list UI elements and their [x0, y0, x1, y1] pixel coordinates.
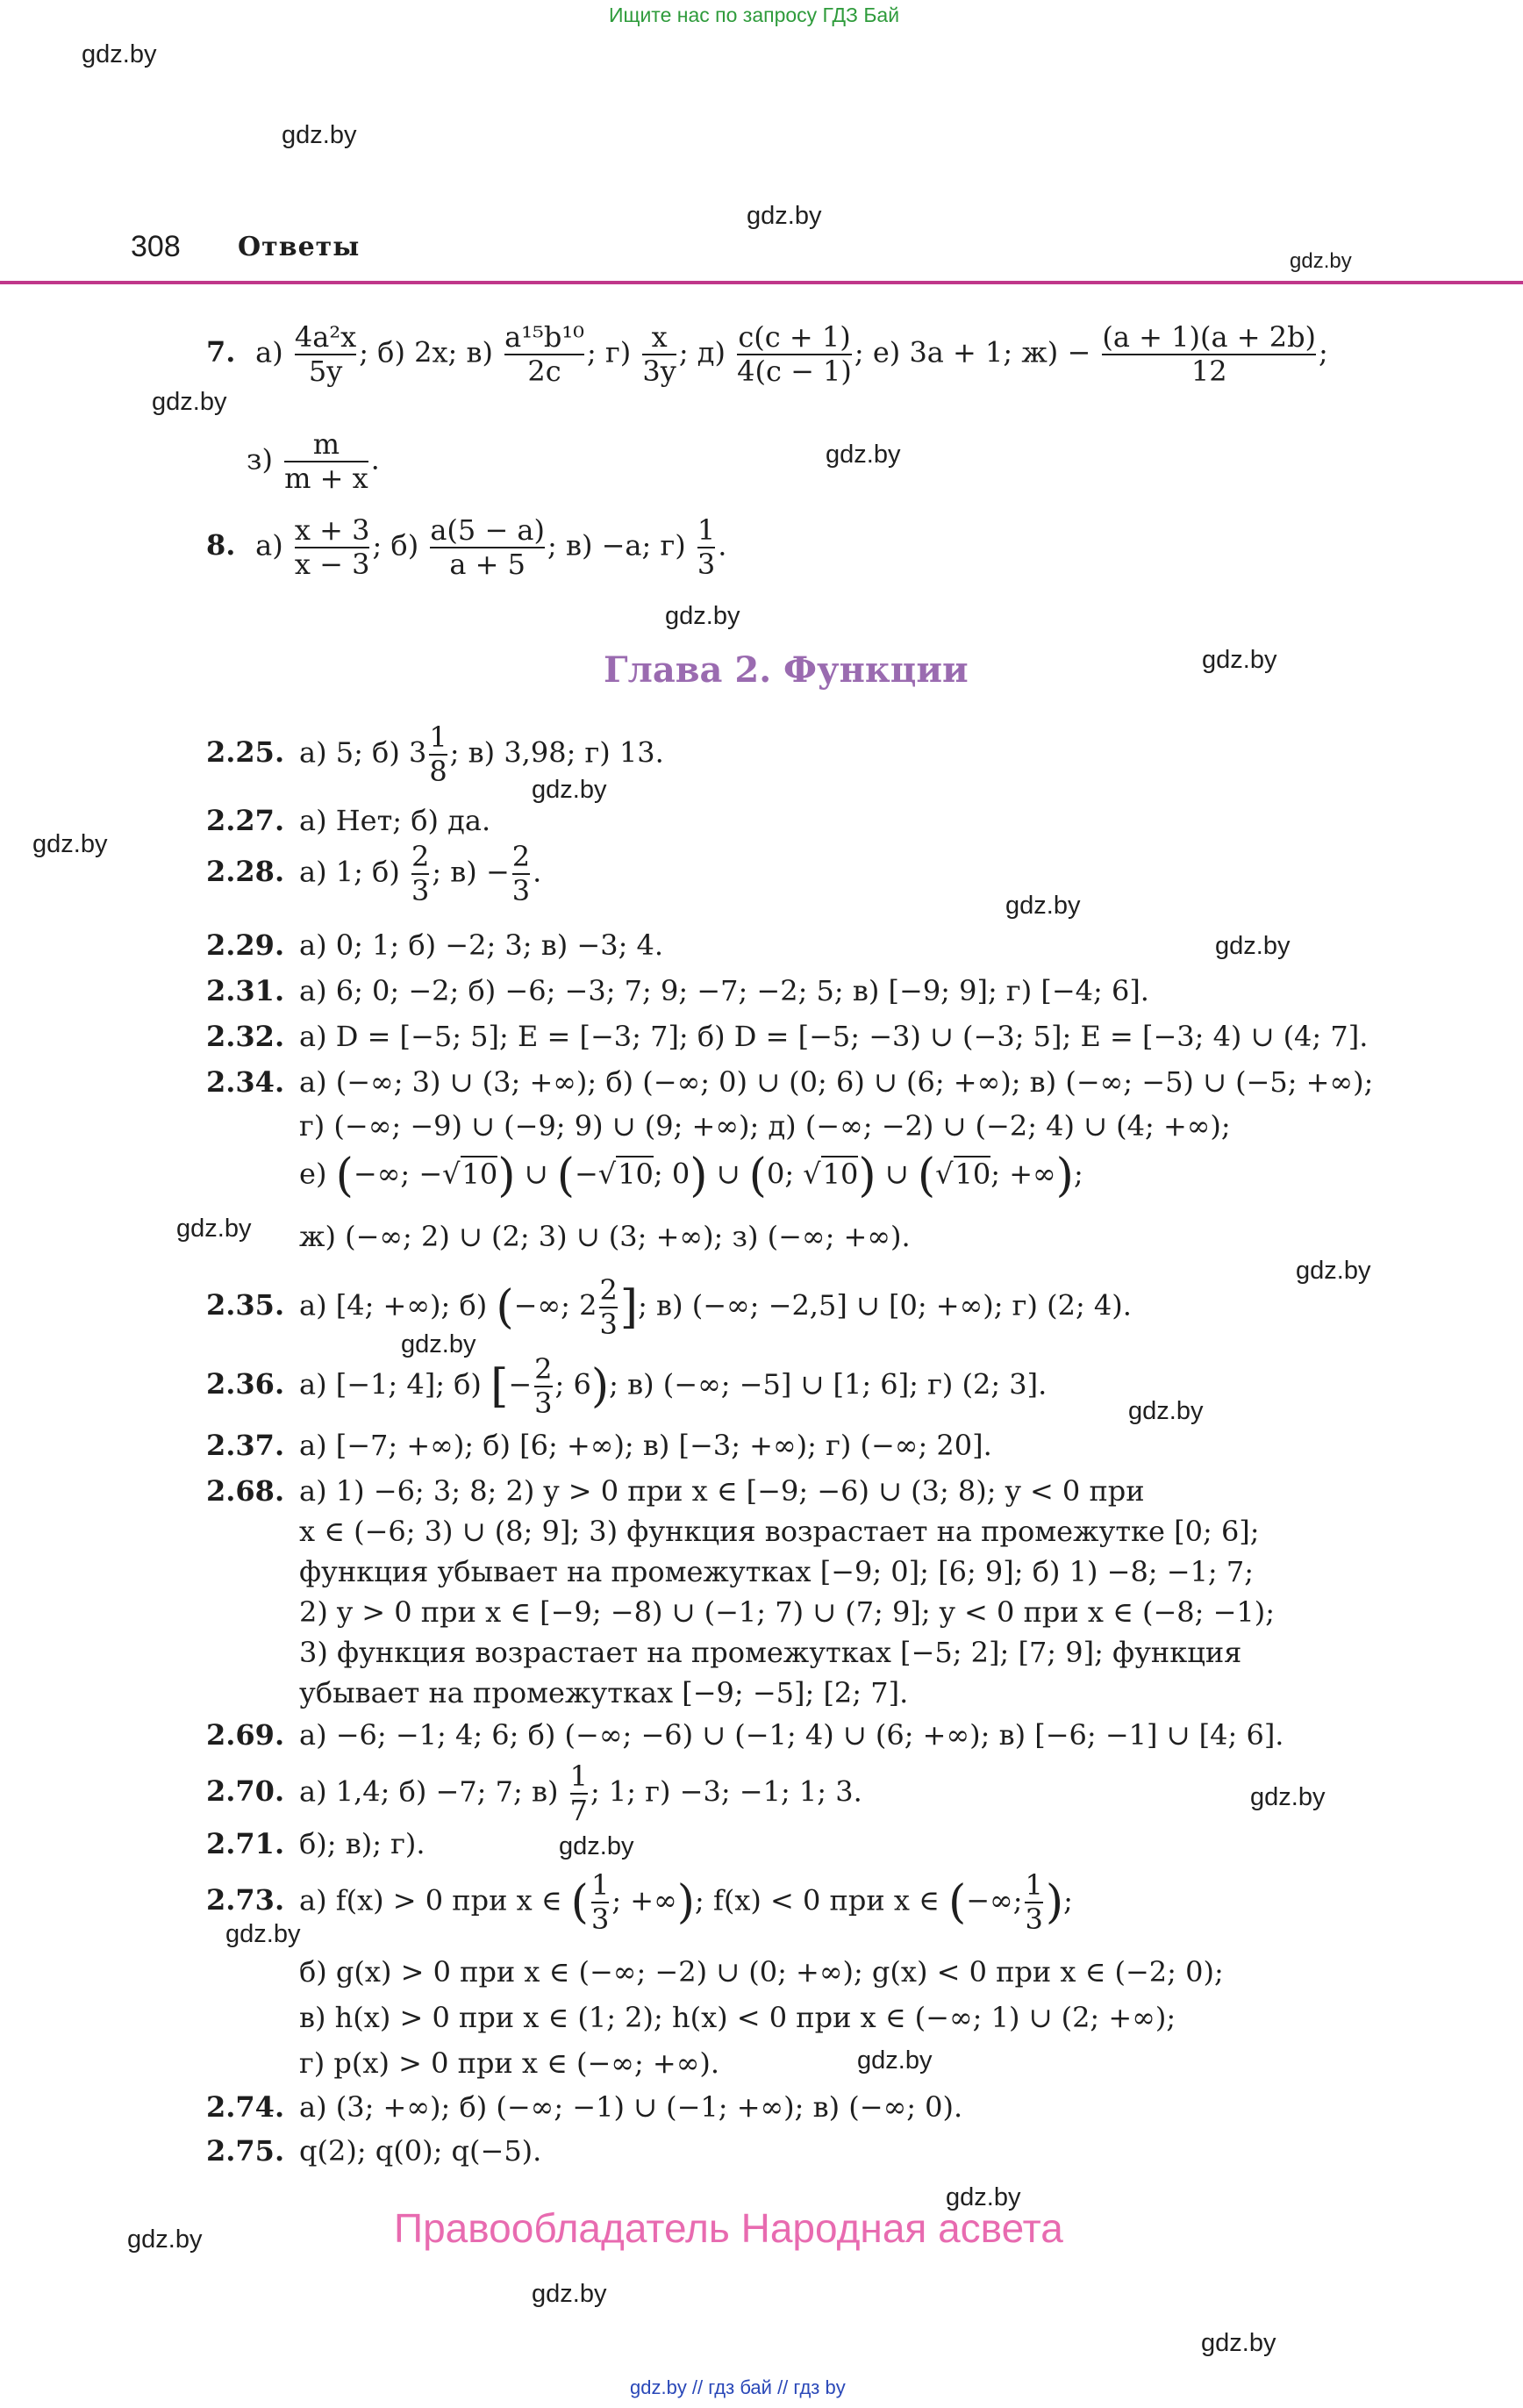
watermark: gdz.by — [1250, 1783, 1326, 1811]
sqrt-sign: √ — [442, 1157, 461, 1191]
answer-number: 2.32. — [206, 1020, 285, 1053]
answer-number: 2.34. — [206, 1065, 285, 1099]
fraction: $\frac{x}{3y}$ — [642, 320, 676, 388]
watermark: gdz.by — [82, 40, 157, 68]
answer-2-68-line-1: 2.68. а) 1) −6; 3; 8; 2) y > 0 при x ∈ [−9; −6) ∪ (3; 8); y < 0 при — [206, 1474, 1145, 1508]
fraction: $\frac{x + 3}{x - 3}$ — [294, 513, 370, 581]
page-number: 308 — [131, 230, 181, 263]
answer-number: 2.68. — [206, 1474, 285, 1508]
answer-2-73-line-3: в) h(x) > 0 при x ∈ (1; 2); h(x) < 0 при x ∈ (−∞; 1) ∪ (2; +∞); — [299, 2001, 1176, 2034]
fraction: $\frac{1}{8}$ — [429, 720, 447, 788]
answer-2-68-line-2: x ∈ (−6; 3) ∪ (8; 9]; 3) функция возрастает на промежутке [0; 6]; — [299, 1515, 1260, 1548]
fraction: $\frac{a(5 - a)}{a + 5}$ — [430, 513, 545, 581]
fraction: $\frac{1}{3}$ — [1025, 1868, 1043, 1936]
answer-number: 2.69. — [206, 1718, 285, 1752]
answer-2-27: 2.27. а) Нет; б) да. — [206, 804, 491, 837]
answer-2-75: 2.75. q(2); q(0); q(−5). — [206, 2134, 542, 2168]
sqrt-sign: √ — [935, 1157, 954, 1191]
section-title: Ответы — [238, 232, 361, 262]
sqrt-sign: √ — [803, 1157, 821, 1191]
watermark: gdz.by — [747, 202, 822, 230]
answer-2-35: 2.35. а) [4; +∞); б) (−∞; 2 $\frac{2}{3}$ ]; в) (−∞; −2,5] ∪ [0; +∞); г) (2; 4). — [206, 1273, 1132, 1341]
watermark: gdz.by — [225, 1920, 301, 1948]
sqrt-sign: √ — [597, 1157, 617, 1191]
answer-2-28: 2.28. а) 1; б) $\frac{2}{3}$ ; в) − $\frac{2}{3}$ . — [206, 840, 542, 907]
fraction: $\frac{2}{3}$ — [511, 840, 531, 907]
watermark: gdz.by — [176, 1215, 252, 1243]
watermark: gdz.by — [401, 1330, 476, 1358]
watermark: gdz.by — [1215, 932, 1291, 960]
fraction: $\frac{\text{a¹⁵b¹⁰}}{2c}$ — [504, 320, 584, 388]
answer-2-69: 2.69. а) −6; −1; 4; 6; б) (−∞; −6) ∪ (−1; 4) ∪ (6; +∞); в) [−6; −1] ∪ [4; 6]. — [206, 1718, 1284, 1752]
fraction: $\frac{2}{3}$ — [411, 840, 430, 907]
fraction: $\frac{(a + 1)(a + 2b)}{12}$ — [1102, 320, 1317, 388]
fraction: $\frac{2}{3}$ — [599, 1273, 618, 1341]
answer-2-73-line-4: г) p(x) > 0 при x ∈ (−∞; +∞). — [299, 2046, 720, 2080]
watermark: gdz.by — [32, 830, 108, 858]
watermark: gdz.by — [1202, 646, 1277, 674]
fraction: $\frac{1}{3}$ — [697, 513, 716, 581]
answer-2-68-line-6: убывает на промежутках [−9; −5]; [2; 7]. — [299, 1676, 909, 1709]
answer-2-70: 2.70. а) 1,4; б) −7; 7; в) $\frac{1}{7}$ ; 1; г) −3; −1; 1; 3. — [206, 1759, 862, 1827]
fraction: $\frac{\text{4a²x}}{5y}$ — [294, 320, 357, 388]
watermark: gdz.by — [857, 2046, 933, 2075]
answer-2-25: 2.25. а) 5; б) 3 $\frac{1}{8}$ ; в) 3,98; г) 13. — [206, 720, 664, 788]
watermark: gdz.by — [127, 2225, 203, 2254]
answer-2-71: 2.71. б); в); г). — [206, 1827, 425, 1860]
answer-2-34-line-4: ж) (−∞; 2) ∪ (2; 3) ∪ (3; +∞); з) (−∞; +∞). — [299, 1220, 911, 1253]
answer-7-line-1: 7. а) $\frac{\text{4a²x}}{5y}$ ; б) 2x; в) $\frac{\text{a¹⁵b¹⁰}}{2c}$ ; г) $\frac{x}{3y}$ ; д) $\frac{c(c + 1)}{4(c - 1)}$ ; е) 3a + 1; ж) − $\frac{(a + 1)(a + 2b)}{12}$ ; — [206, 320, 1328, 388]
answer-number: 2.29. — [206, 928, 285, 962]
answer-2-31: 2.31. а) 6; 0; −2; б) −6; −3; 7; 9; −7; −2; 5; в) [−9; 9]; г) [−4; 6]. — [206, 974, 1149, 1007]
top-banner[interactable]: Ищите нас по запросу ГДЗ Бай — [609, 4, 900, 26]
answer-number: 2.25. — [206, 735, 285, 770]
watermark: gdz.by — [1201, 2329, 1276, 2357]
watermark: gdz.by — [665, 602, 740, 630]
watermark: gdz.by — [1005, 892, 1081, 920]
answer-2-34-line-3: е) (−∞; −√10) ∪ (−√10; 0) ∪ (0; √10) ∪ (√10; +∞); — [299, 1150, 1083, 1202]
answer-2-74: 2.74. а) (3; +∞); б) (−∞; −1) ∪ (−1; +∞); в) (−∞; 0). — [206, 2090, 963, 2124]
answer-2-34-line-2: г) (−∞; −9) ∪ (−9; 9) ∪ (9; +∞); д) (−∞; −2) ∪ (−2; 4) ∪ (4; +∞); — [299, 1109, 1231, 1143]
header-rule — [0, 281, 1523, 284]
answer-number: 2.28. — [206, 855, 285, 889]
watermark: gdz.by — [1128, 1397, 1204, 1425]
bottom-links[interactable]: gdz.by // гдз бай // гдз by — [630, 2376, 846, 2398]
answer-2-68-line-4: 2) y > 0 при x ∈ [−9; −8) ∪ (−1; 7) ∪ (7; 9]; y < 0 при x ∈ (−8; −1); — [299, 1595, 1275, 1629]
answer-8: 8. а) $\frac{x + 3}{x - 3}$ ; б) $\frac{a(5 - a)}{a + 5}$ ; в) −a; г) $\frac{1}{3}$ . — [206, 513, 727, 581]
answer-2-37: 2.37. а) [−7; +∞); б) [6; +∞); в) [−3; +∞); г) (−∞; 20]. — [206, 1429, 992, 1462]
answer-number: 2.71. — [206, 1827, 285, 1860]
watermark: gdz.by — [1296, 1257, 1371, 1285]
answer-2-73-line-2: б) g(x) > 0 при x ∈ (−∞; −2) ∪ (0; +∞); g(x) < 0 при x ∈ (−2; 0); — [299, 1955, 1224, 1989]
answer-number: 2.36. — [206, 1367, 285, 1401]
answer-2-32: 2.32. а) D = [−5; 5]; E = [−3; 7]; б) D = [−5; −3) ∪ (−3; 5]; E = [−3; 4) ∪ (4; 7]. — [206, 1020, 1369, 1053]
watermark: gdz.by — [826, 441, 901, 469]
answer-number: 7. — [206, 335, 236, 369]
fraction: $\frac{1}{7}$ — [569, 1759, 588, 1827]
watermark: gdz.by — [532, 2280, 607, 2308]
rights-holder: Правообладатель Народная асвета — [394, 2205, 1063, 2251]
answer-2-68-line-3: функция убывает на промежутках [−9; 0]; [6; 9]; б) 1) −8; −1; 7; — [299, 1555, 1255, 1588]
answer-number: 2.27. — [206, 804, 285, 837]
watermark: gdz.by — [1290, 249, 1352, 273]
answer-number: 2.31. — [206, 974, 285, 1007]
fraction: $\frac{1}{3}$ — [590, 1868, 610, 1936]
watermark: gdz.by — [559, 1832, 634, 1860]
fraction: $\frac{m}{m + x}$ — [284, 427, 368, 495]
answer-number: 2.75. — [206, 2134, 285, 2168]
answer-2-34-line-1: 2.34. а) (−∞; 3) ∪ (3; +∞); б) (−∞; 0) ∪ (0; 6) ∪ (6; +∞); в) (−∞; −5) ∪ (−5; +∞); — [206, 1065, 1374, 1099]
answer-number: 2.70. — [206, 1774, 285, 1809]
answer-number: 2.35. — [206, 1288, 285, 1322]
answer-number: 2.37. — [206, 1429, 285, 1462]
watermark: gdz.by — [152, 388, 227, 416]
answer-2-73-line-1: 2.73. а) f(x) > 0 при x ∈ ( $\frac{1}{3}$ ; +∞); f(x) < 0 при x ∈ (−∞; $\frac{1}{3}$ ); — [206, 1868, 1073, 1936]
answer-number: 2.73. — [206, 1883, 285, 1917]
answer-number: 2.74. — [206, 2090, 285, 2124]
answer-2-68-line-5: 3) функция возрастает на промежутках [−5; 2]; [7; 9]; функция — [299, 1636, 1242, 1669]
chapter-title: Глава 2. Функции — [604, 649, 969, 691]
watermark: gdz.by — [946, 2183, 1021, 2211]
answer-2-29: 2.29. а) 0; 1; б) −2; 3; в) −3; 4. — [206, 928, 664, 962]
answer-7-line-2: з) $\frac{m}{m + x}$ . — [247, 427, 380, 495]
watermark: gdz.by — [532, 776, 607, 804]
fraction: $\frac{c(c + 1)}{4(c - 1)}$ — [737, 320, 852, 388]
watermark: gdz.by — [282, 121, 357, 149]
answer-2-36: 2.36. а) [−1; 4]; б) [− $\frac{2}{3}$ ; 6); в) (−∞; −5] ∪ [1; 6]; г) (2; 3]. — [206, 1352, 1048, 1420]
answer-number: 8. — [206, 528, 236, 563]
fraction: $\frac{2}{3}$ — [534, 1352, 553, 1420]
